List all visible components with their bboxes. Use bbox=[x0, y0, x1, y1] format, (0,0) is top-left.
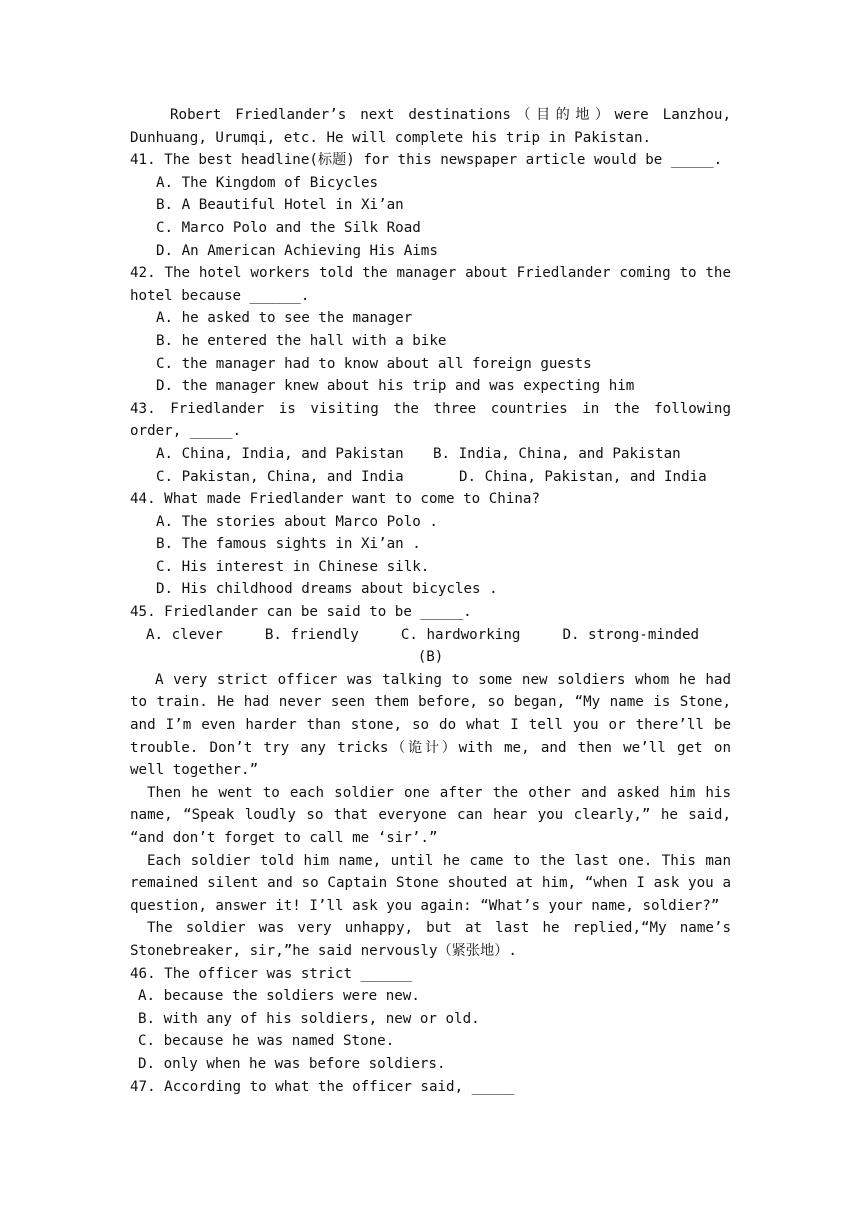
option-d: D. China, Pakistan, and India bbox=[459, 468, 707, 485]
document-page bbox=[130, 104, 740, 1098]
option-c: C. hardworking bbox=[400, 626, 521, 643]
passage-paragraph: A very strict officer was talking to some new soldiers whom he had to train. He had never seen them before, so began, “My name is Stone, and I’m even harder than stone, so do what I tell you or there’ll be trouble. Don’t try any tricks（诡计）with me, and then we’ll get on well together.” bbox=[130, 671, 740, 779]
option-a: A. The stories about Marco Polo . bbox=[156, 513, 438, 530]
option-b: B. he entered the hall with a bike bbox=[156, 332, 447, 349]
option-b: B. The famous sights in Xi’an . bbox=[156, 536, 421, 553]
passage-paragraph: Each soldier told him name, until he came to the last one. This man remained silent and so Captain Stone shouted at him, “when I ask you a question, answer it! I’ll ask you again: “What’s your name, soldier?” bbox=[130, 852, 740, 914]
option-c: C. Pakistan, China, and India bbox=[156, 468, 404, 485]
question-stem: 45. Friedlander can be said to be _____. bbox=[130, 604, 472, 621]
option-d: D. His childhood dreams about bicycles . bbox=[156, 581, 498, 598]
question-stem: 42. The hotel workers told the manager about Friedlander coming to the hotel because ______. bbox=[130, 265, 740, 304]
option-b: B. India, China, and Pakistan bbox=[433, 445, 681, 462]
question-47 bbox=[130, 1076, 731, 1099]
question-stem: 41. The best headline(标题) for this newspaper article would be _____. bbox=[130, 152, 723, 169]
section-heading: (B) bbox=[417, 649, 444, 666]
options-row bbox=[130, 624, 731, 647]
option-c: C. the manager had to know about all foreign guests bbox=[156, 355, 592, 372]
option-a: A. he asked to see the manager bbox=[156, 310, 413, 327]
option-a: A. clever bbox=[146, 626, 223, 643]
question-41 bbox=[130, 149, 731, 262]
question-42 bbox=[130, 262, 740, 398]
question-stem: 46. The officer was strict ______ bbox=[130, 965, 412, 982]
option-c: C. His interest in Chinese silk. bbox=[156, 558, 430, 575]
option-c: C. Marco Polo and the Silk Road bbox=[156, 219, 421, 236]
question-stem: 47. According to what the officer said, _____ bbox=[130, 1078, 515, 1095]
option-b: B. friendly bbox=[264, 626, 359, 643]
passage-paragraph: The soldier was very unhappy, but at last he replied,“My name’s Stonebreaker, sir,”he said nervously（紧张地）. bbox=[130, 920, 740, 959]
passage-paragraph: Then he went to each soldier one after the other and asked him his name, “Speak loudly so that everyone can hear you clearly,” he said, “and don’t forget to call me ‘sir’.” bbox=[130, 784, 740, 846]
options-row-1 bbox=[130, 443, 731, 466]
option-d: D. the manager knew about his trip and was expecting him bbox=[156, 378, 635, 395]
intro-paragraph: Robert Friedlander’s next destinations（目的地）were Lanzhou, Dunhuang, Urumqi, etc. He will complete his trip in Pakistan. bbox=[130, 107, 740, 146]
option-b: B. with any of his soldiers, new or old. bbox=[138, 1010, 480, 1027]
question-stem: 44. What made Friedlander want to come to China? bbox=[130, 491, 540, 508]
option-a: A. because the soldiers were new. bbox=[138, 988, 420, 1005]
question-44 bbox=[130, 488, 731, 601]
option-b: B. A Beautiful Hotel in Xi’an bbox=[156, 197, 404, 214]
option-a: A. The Kingdom of Bicycles bbox=[156, 174, 379, 191]
option-a: A. China, India, and Pakistan bbox=[156, 445, 404, 462]
question-45 bbox=[130, 601, 731, 646]
question-stem: 43. Friedlander is visiting the three countries in the following order, _____. bbox=[130, 400, 740, 440]
option-c: C. because he was named Stone. bbox=[138, 1033, 395, 1050]
question-46 bbox=[130, 963, 731, 1076]
option-d: D. only when he was before soldiers. bbox=[138, 1055, 446, 1072]
options-row-2 bbox=[130, 466, 731, 489]
option-d: D. strong-minded bbox=[562, 626, 700, 643]
question-43 bbox=[130, 398, 740, 488]
option-d: D. An American Achieving His Aims bbox=[156, 242, 438, 259]
passage-b bbox=[130, 669, 740, 963]
